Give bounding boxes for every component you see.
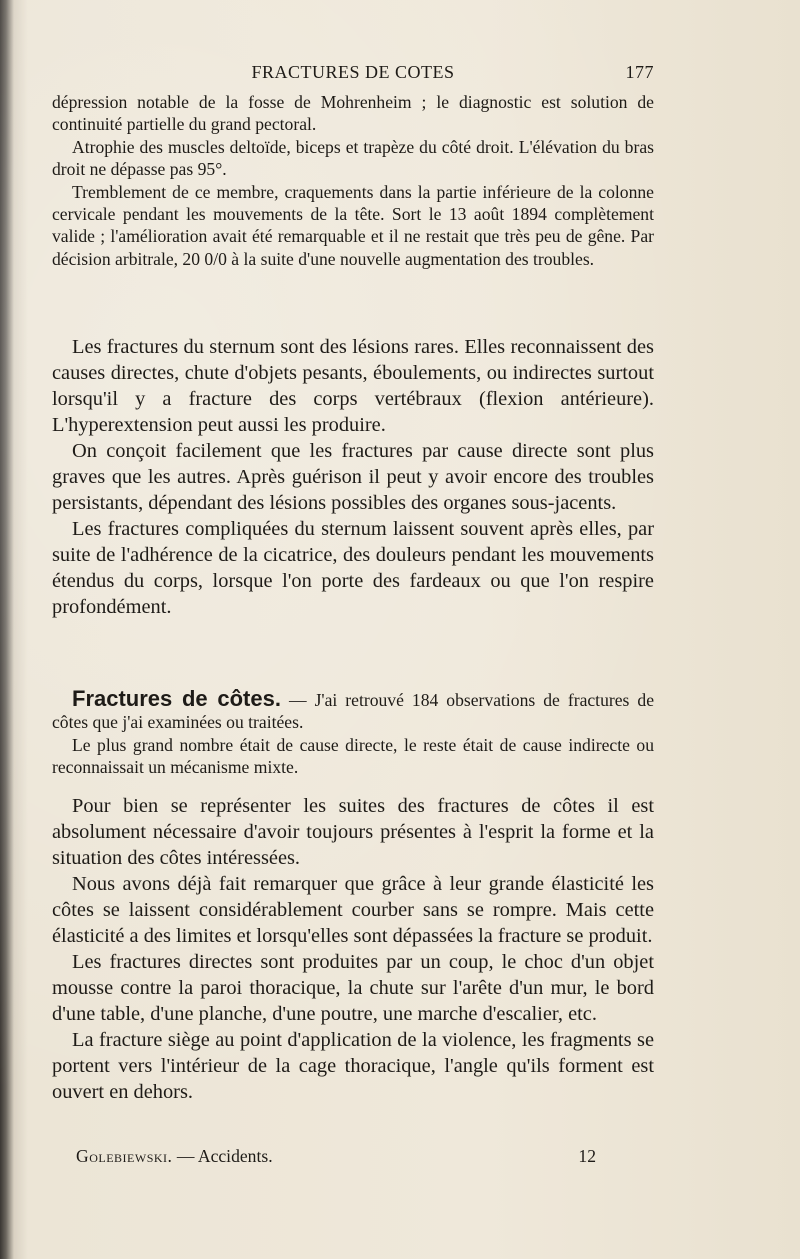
sternum-paragraph: On conçoit facilement que les fractures par cause directe sont plus graves que les autres. Après guérison il peut y avoir encore des troubles persistants, dépendant des lésions possibles des organes sous-jacents.: [52, 440, 654, 514]
running-title: FRACTURES DE COTES: [251, 62, 455, 82]
case-paragraph: dépression notable de la fosse de Mohrenheim ; le diagnostic est solution de continuité partielle du grand pectoral.: [52, 92, 654, 135]
case-report: [52, 91, 654, 270]
page-footer: [76, 1146, 596, 1170]
footer-separator: —: [172, 1146, 198, 1166]
ribs-paragraph: Nous avons déjà fait remarquer que grâce à leur grande élasticité les côtes se laissent considérablement courber sans se rompre. Mais cette élasticité a des limites et lorsqu'elles sont dépassées la fracture se produit.: [52, 873, 654, 947]
running-header: [52, 62, 654, 92]
footer-author: Golebiewski.: [76, 1146, 173, 1166]
page-number: 177: [625, 62, 654, 82]
ribs-intro-text: — J'ai retrouvé 184 observations de fractures de côtes que j'ai examinées ou traitées.: [52, 690, 654, 733]
ribs-section-body: [52, 793, 654, 1105]
ribs-intro-paragraph: [52, 688, 654, 734]
sternum-paragraph: Les fractures du sternum sont des lésions rares. Elles reconnaissent des causes directes, chute d'objets pesants, éboulements, ou indirectes surtout lorsqu'il y a fracture des corps vertébraux (flexion antérieure). L'hyperextension peut aussi les produire.: [52, 336, 654, 436]
signature-mark: 12: [578, 1146, 596, 1166]
ribs-paragraph: La fracture siège au point d'application de la violence, les fragments se portent vers l'intérieur de la cage thoracique, l'angle qu'ils forment est ouvert en dehors.: [52, 1029, 654, 1103]
ribs-section-intro: [52, 688, 654, 779]
sternum-paragraph: Les fractures compliquées du sternum laissent souvent après elles, par suite de l'adhérence de la cicatrice, des douleurs pendant les mouvements étendus du corps, lorsque l'on porte des fardeaux ou que l'on respire profondément.: [52, 518, 654, 618]
case-paragraph: Atrophie des muscles deltoïde, biceps et trapèze du côté droit. L'élévation du bras droit ne dépasse pas 95°.: [52, 136, 654, 180]
ribs-paragraph: Les fractures directes sont produites par un coup, le choc d'un objet mousse contre la paroi thoracique, la chute sur l'arête d'un mur, le bord d'une table, d'une planche, d'une poutre, une marche d'escalier, etc.: [52, 951, 654, 1025]
section-heading: Fractures de côtes.: [72, 686, 281, 711]
ribs-paragraph: Pour bien se représenter les suites des fractures de côtes il est absolument nécessaire d'avoir toujours présentes à l'esprit la forme et la situation des côtes intéressées.: [52, 795, 654, 869]
footer-book: Accidents.: [197, 1146, 273, 1166]
ribs-intro-paragraph: Le plus grand nombre était de cause directe, le reste était de cause indirecte ou reconnaissait un mécanisme mixte.: [52, 734, 654, 778]
case-paragraph: Tremblement de ce membre, craquements dans la partie inférieure de la colonne cervicale pendant les mouvements de la tête. Sort le 13 août 1894 complètement valide ; l'amélioration avait été remarquable et il ne restait que très peu de gêne. Par décision arbitrale, 20 0/0 à la suite d'une nouvelle augmentation des troubles.: [52, 181, 654, 269]
sternum-section: [52, 334, 654, 620]
